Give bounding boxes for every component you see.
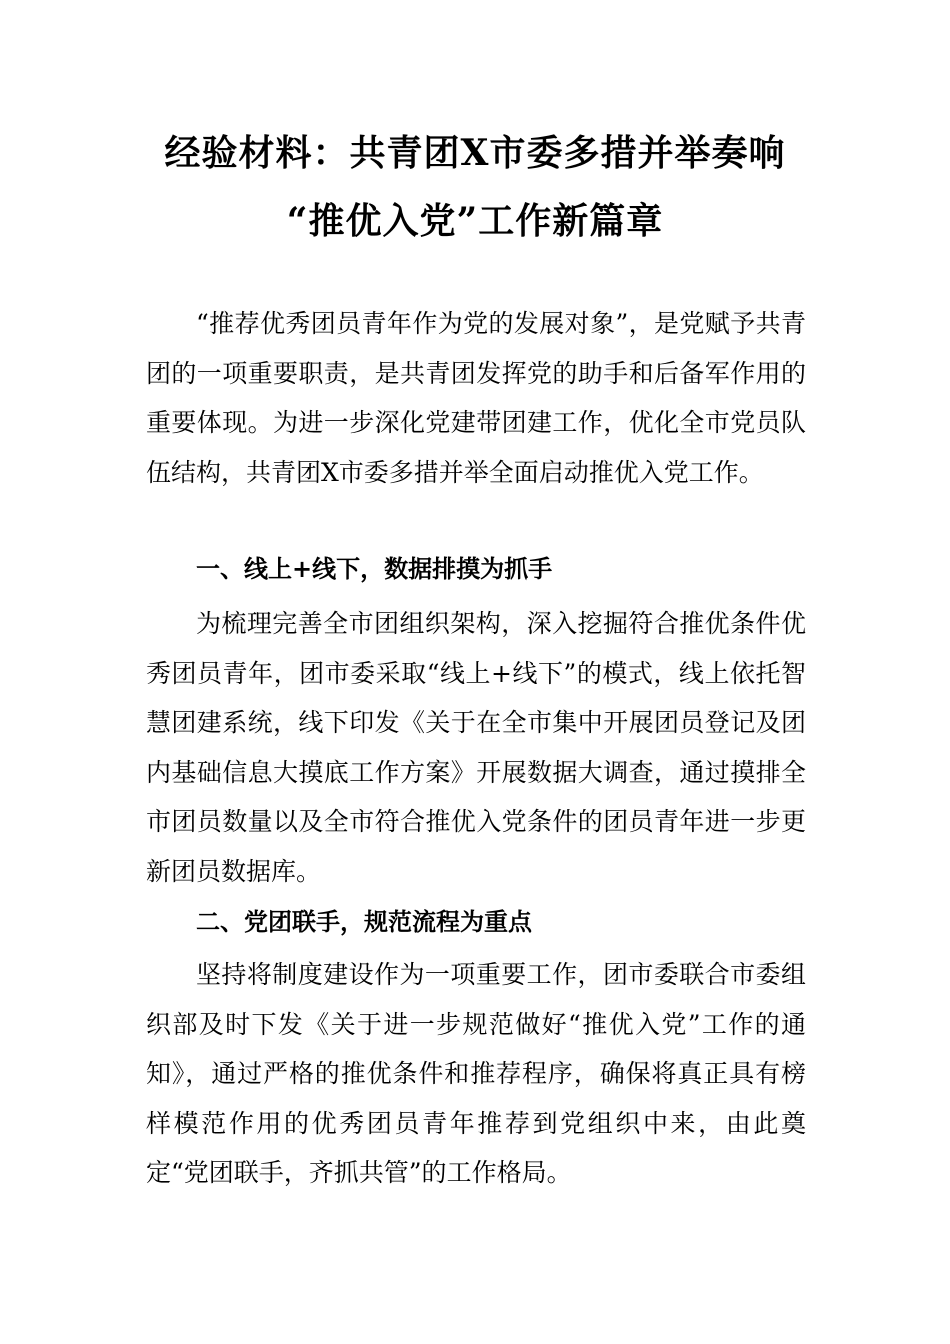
section-heading-2: 二、党团联手，规范流程为重点 (196, 908, 532, 936)
section-heading-1: 一、线上+线下，数据排摸为抓手 (196, 555, 553, 583)
document-title-line-2: “推优入党”工作新篇章 (286, 200, 664, 242)
section-1-paragraph: 为梳理完善全市团组织架构，深入挖掘符合推优条件优秀团员青年，团市委采取“线上+线下”的模式，线上依托智慧团建系统，线下印发《关于在全市集中开展团员登记及团内基础信息大摸底工作方案》开展数据大调查，通过摸排全市团员数量以及全市符合推优入党条件的团员青年进一步更新团员数据库。 (146, 609, 806, 886)
intro-paragraph: “推荐优秀团员青年作为党的发展对象”，是党赋予共青团的一项重要职责，是共青团发挥党的助手和后备军作用的重要体现。为进一步深化党建带团建工作，优化全市党员队伍结构，共青团X市委多措并举全面启动推优入党工作。 (146, 309, 806, 487)
section-2-paragraph: 坚持将制度建设作为一项重要工作，团市委联合市委组织部及时下发《关于进一步规范做好“推优入党”工作的通知》，通过严格的推优条件和推荐程序，确保将真正具有榜样模范作用的优秀团员青年推荐到党组织中来，由此奠定“党团联手，齐抓共管”的工作格局。 (146, 960, 806, 1187)
document-title-line-1: 经验材料：共青团X市委多措并举奏响 (164, 132, 786, 174)
